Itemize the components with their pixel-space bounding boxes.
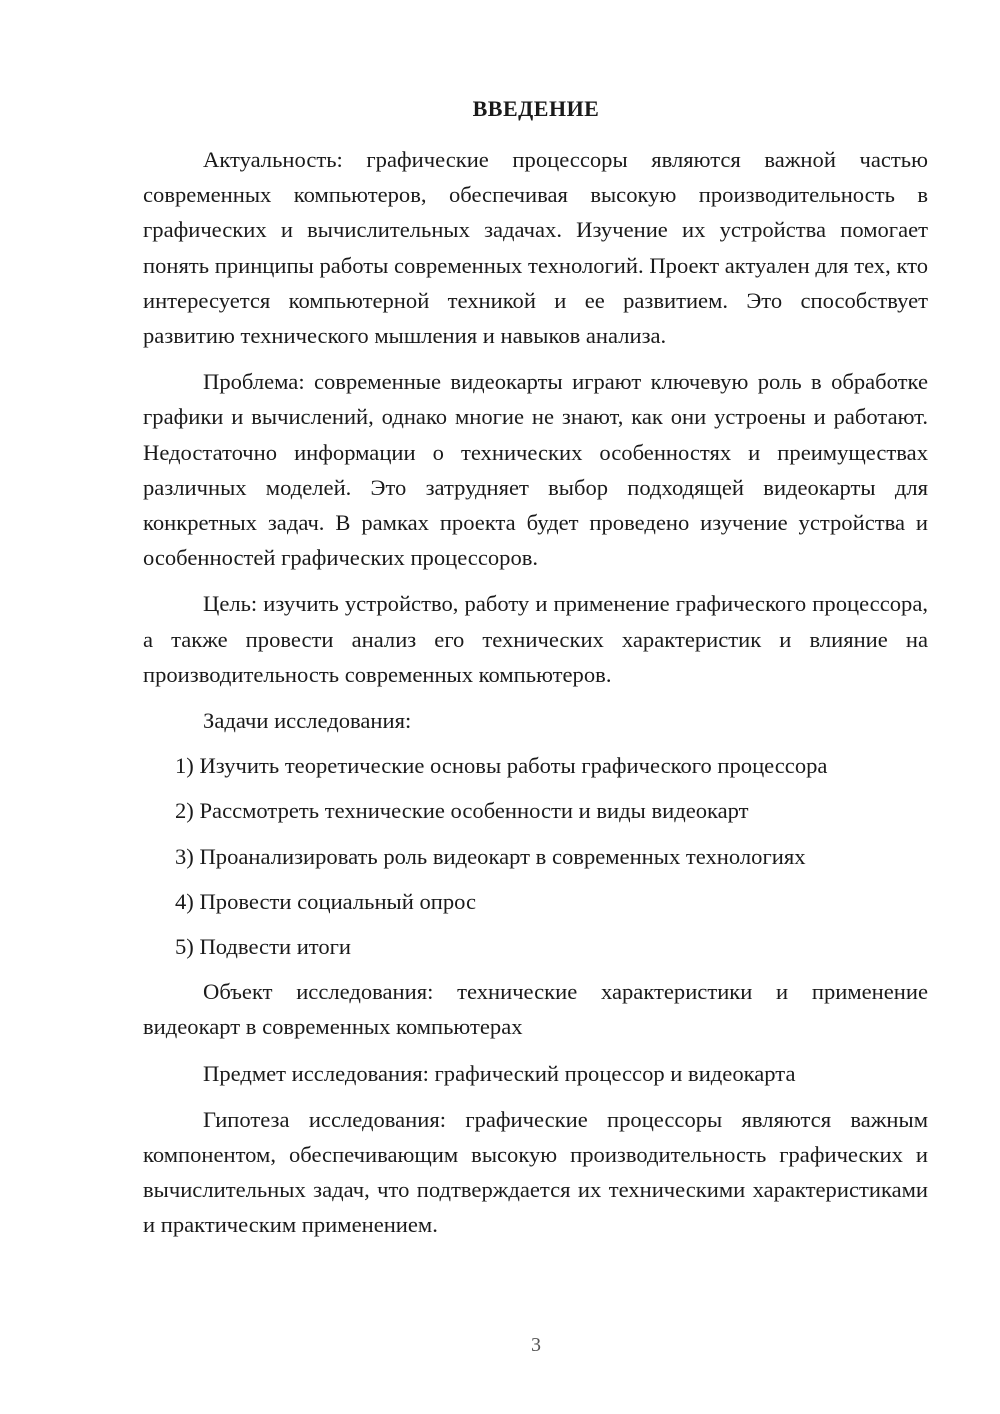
task-item: 2) Рассмотреть технические особенности и виды видеокарт	[175, 798, 749, 824]
task-item: 3) Проанализировать роль видеокарт в современных технологиях	[175, 843, 806, 869]
subject-paragraph: Предмет исследования: графический процессор и видеокарта	[203, 1060, 796, 1086]
task-item: 5) Подвести итоги	[175, 934, 352, 960]
task-item: 1) Изучить теоретические основы работы графического процессора	[175, 753, 828, 779]
object-paragraph: Объект исследования: технические характеристики и применение видеокарт в современных компьютерах	[143, 979, 928, 1040]
page-number: 3	[531, 1334, 541, 1356]
tasks-heading: Задачи исследования:	[203, 708, 412, 734]
problem-paragraph: Проблема: современные видеокарты играют ключевую роль в обработке графики и вычислений, однако многие не знают, как они устроены и работают. Недостаточно информации о технических особенностях и преимуществах различных моделей. Это затрудняет выбор подходящей видеокарты для конкретных задач. В рамках проекта будет проведено изучение устройства и особенностей графических процессоров.	[143, 369, 928, 571]
goal-paragraph: Цель: изучить устройство, работу и применение графического процессора, а также провести анализ его технических характеристик и влияние на производительность современных компьютеров.	[143, 591, 928, 687]
hypothesis-paragraph: Гипотеза исследования: графические процессоры являются важным компонентом, обеспечивающим высокую производительность графических и вычислительных задач, что подтверждается их техническими характеристиками и практическим применением.	[143, 1106, 928, 1238]
page-title: ВВЕДЕНИЕ	[472, 96, 600, 121]
tasks-list	[143, 748, 928, 964]
relevance-paragraph: Актуальность: графические процессоры являются важной частью современных компьютеров, обеспечивая высокую производительность в графических и вычислительных задачах. Изучение их устройства помогает понять принципы работы современных технологий. Проект актуален для тех, кто интересуется компьютерной техникой и ее развитием. Это способствует развитию технического мышления и навыков анализа.	[143, 147, 928, 349]
task-item: 4) Провести социальный опрос	[175, 888, 477, 914]
document-body	[143, 142, 928, 1254]
